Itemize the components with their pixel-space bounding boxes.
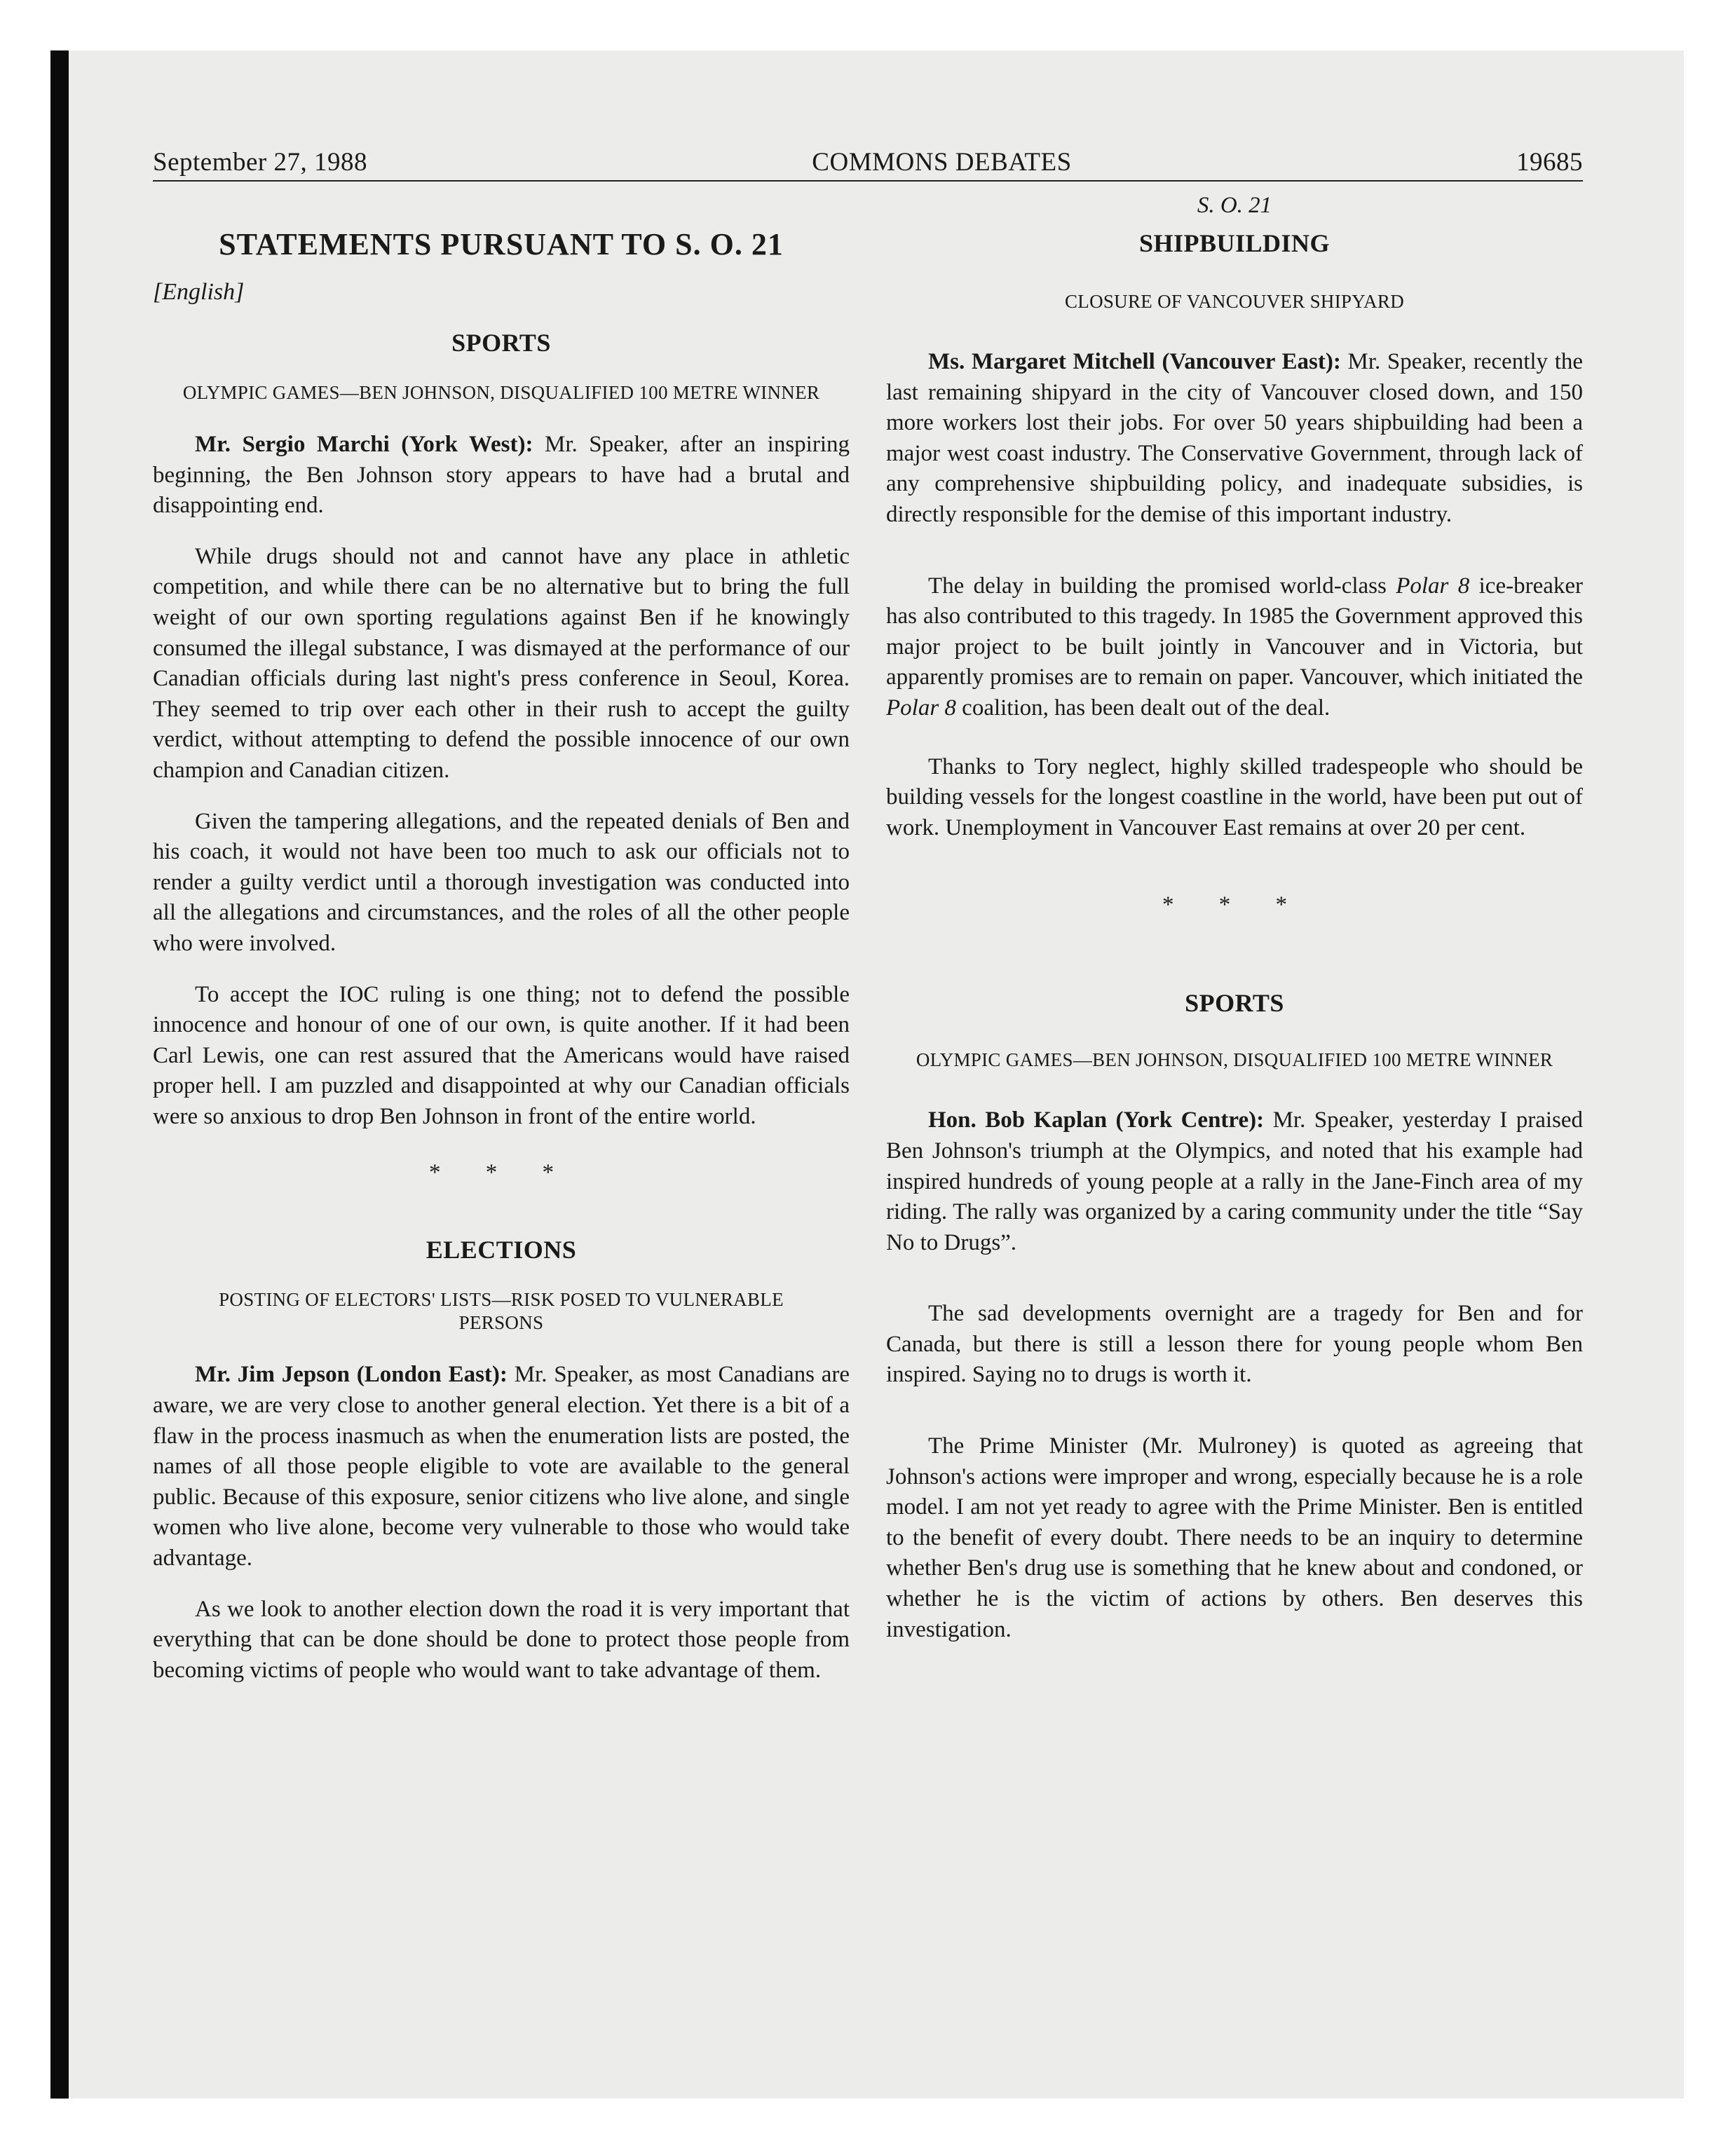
speaker-name: Mr. Sergio Marchi (York West): (195, 432, 533, 457)
paragraph: The Prime Minister (Mr. Mulroney) is quoted as agreeing that Johnson's actions were improper and wrong, especially because he is a role model. I am not yet ready to agree with the Prime Minister. Ben is entitled to the benefit of every doubt. There needs to be an inquiry to determine whether Ben's drug use is something that he knew about and condoned, or whether he is the victim of actions by others. Ben deserves this investigation. (886, 1433, 1583, 1642)
section-separator: * * * (1162, 892, 1307, 918)
section-rubric-shipbuilding: SHIPBUILDING (1138, 229, 1331, 257)
paragraph (153, 430, 850, 521)
so-label: S. O. 21 (1197, 193, 1272, 218)
section-subrubric: CLOSURE OF VANCOUVER SHIPYARD (1064, 291, 1405, 312)
paragraph-text: The delay in building the promised world-class (928, 573, 1396, 599)
left-column (153, 193, 850, 1706)
header-page-number: 19685 (1516, 148, 1583, 177)
right-column (886, 193, 1583, 1706)
paragraph: To accept the IOC ruling is one thing; not to defend the possible innocence and honour of one of our own, is quite another. If it had been Carl Lewis, one can rest assured that the Americans would have raised proper hell. I am puzzled and disappointed at why our Canadian officials were so anxious to drop Ben Johnson in front of the entire world. (153, 981, 850, 1129)
paragraph-text: Mr. Speaker, as most Canadians are aware, we are very close to another general election. Yet there is a bit of a flaw in the process inasmuch as when the enumeration lists are posted, the names of all those people eligible to vote are available to the general public. Because of this exposure, senior citizens who live alone, and single women who live alone, become very vulnerable to those who would take advantage. (153, 1362, 850, 1571)
ship-name: Polar 8 (1396, 573, 1470, 599)
binding-edge (50, 50, 69, 2099)
section-rubric-sports: SPORTS (451, 329, 551, 357)
paragraph: Thanks to Tory neglect, highly skilled tradespeople who should be building vessels for the longest coastline in the world, have been put out of work. Unemployment in Vancouver East remains at over 20 per cent. (886, 753, 1583, 840)
paragraph (886, 1105, 1583, 1258)
section-separator: * * * (429, 1160, 573, 1186)
section-subrubric: OLYMPIC GAMES—BEN JOHNSON, DISQUALIFIED 100 METRE WINNER (182, 382, 820, 403)
paragraph: While drugs should not and cannot have any place in athletic competition, and while there can be no alternative but to bring the full weight of our own sporting regulations against Ben if he knowingly consumed the illegal substance, I was dismayed at the performance of our Canadian officials during last night's press conference in Seoul, Korea. They seemed to trip over each other in their rush to accept the guilty verdict, without attempting to defend the possible innocence of our own champion and Canadian citizen. (153, 543, 850, 783)
header-title: COMMONS DEBATES (812, 148, 1072, 177)
paragraph (886, 347, 1583, 531)
section-subrubric: POSTING OF ELECTORS' LISTS—RISK POSED TO VULNERABLE PERSONS (219, 1289, 784, 1334)
section-rubric-sports: SPORTS (1185, 989, 1284, 1018)
paragraph-text: ice-breaker has also contributed to this tragedy. In 1985 the Government approved this major project to be built jointly in Vancouver and in Victoria, but apparently promises are to remain on paper. Vancouver, which initiated the (886, 573, 1583, 690)
paragraph: As we look to another election down the road it is very important that everything that can be done should be done to protect those people from becoming victims of people who would want to take advantage of them. (153, 1596, 850, 1683)
paragraph-text: Mr. Speaker, yesterday I praised Ben Johnson's triumph at the Olympics, and noted that his example had inspired hundreds of young people at a rally in the Jane-Finch area of my riding. The rally was organized by a caring community under the title “Say No to Drugs”. (886, 1107, 1584, 1255)
section-rubric-elections: ELECTIONS (426, 1236, 577, 1264)
main-heading: STATEMENTS PURSUANT TO S. O. 21 (219, 227, 784, 261)
speaker-name: Hon. Bob Kaplan (York Centre): (928, 1107, 1265, 1133)
paragraph: Given the tampering allegations, and the repeated denials of Ben and his coach, it would not have been too much to ask our officials not to render a guilty verdict until a thorough investigation was conducted into all the allegations and circumstances, and the roles of all the other people who were involved. (153, 808, 850, 956)
two-column-body (153, 193, 1583, 1706)
paragraph: The sad developments overnight are a tragedy for Ben and for Canada, but there is still a lesson there for young people whom Ben inspired. Saying no to drugs is worth it. (886, 1301, 1583, 1388)
speaker-name: Mr. Jim Jepson (London East): (195, 1362, 508, 1388)
paragraph-text: coalition, has been dealt out of the deal. (955, 695, 1331, 721)
paragraph-text: Mr. Speaker, after an inspiring beginning, the Ben Johnson story appears to have had a brutal and disappointing end. (153, 432, 850, 519)
paragraph (886, 571, 1583, 724)
running-head (153, 147, 1583, 182)
paragraph (153, 1360, 850, 1574)
header-date: September 27, 1988 (153, 148, 367, 177)
paragraph-text: Mr. Speaker, recently the last remaining shipyard in the city of Vancouver closed down, and 150 more workers lost their jobs. For over 50 years shipbuilding had been a major west coast industry. The Conservative Government, through lack of any comprehensive shipbuilding policy, and inadequate subsidies, is directly responsible for the demise of this important industry. (886, 349, 1584, 527)
document-page (153, 147, 1583, 1706)
speaker-name: Ms. Margaret Mitchell (Vancouver East): (928, 349, 1341, 374)
ship-name: Polar 8 (886, 695, 956, 721)
language-marker: [English] (153, 279, 245, 305)
section-subrubric: OLYMPIC GAMES—BEN JOHNSON, DISQUALIFIED 100 METRE WINNER (916, 1049, 1553, 1071)
